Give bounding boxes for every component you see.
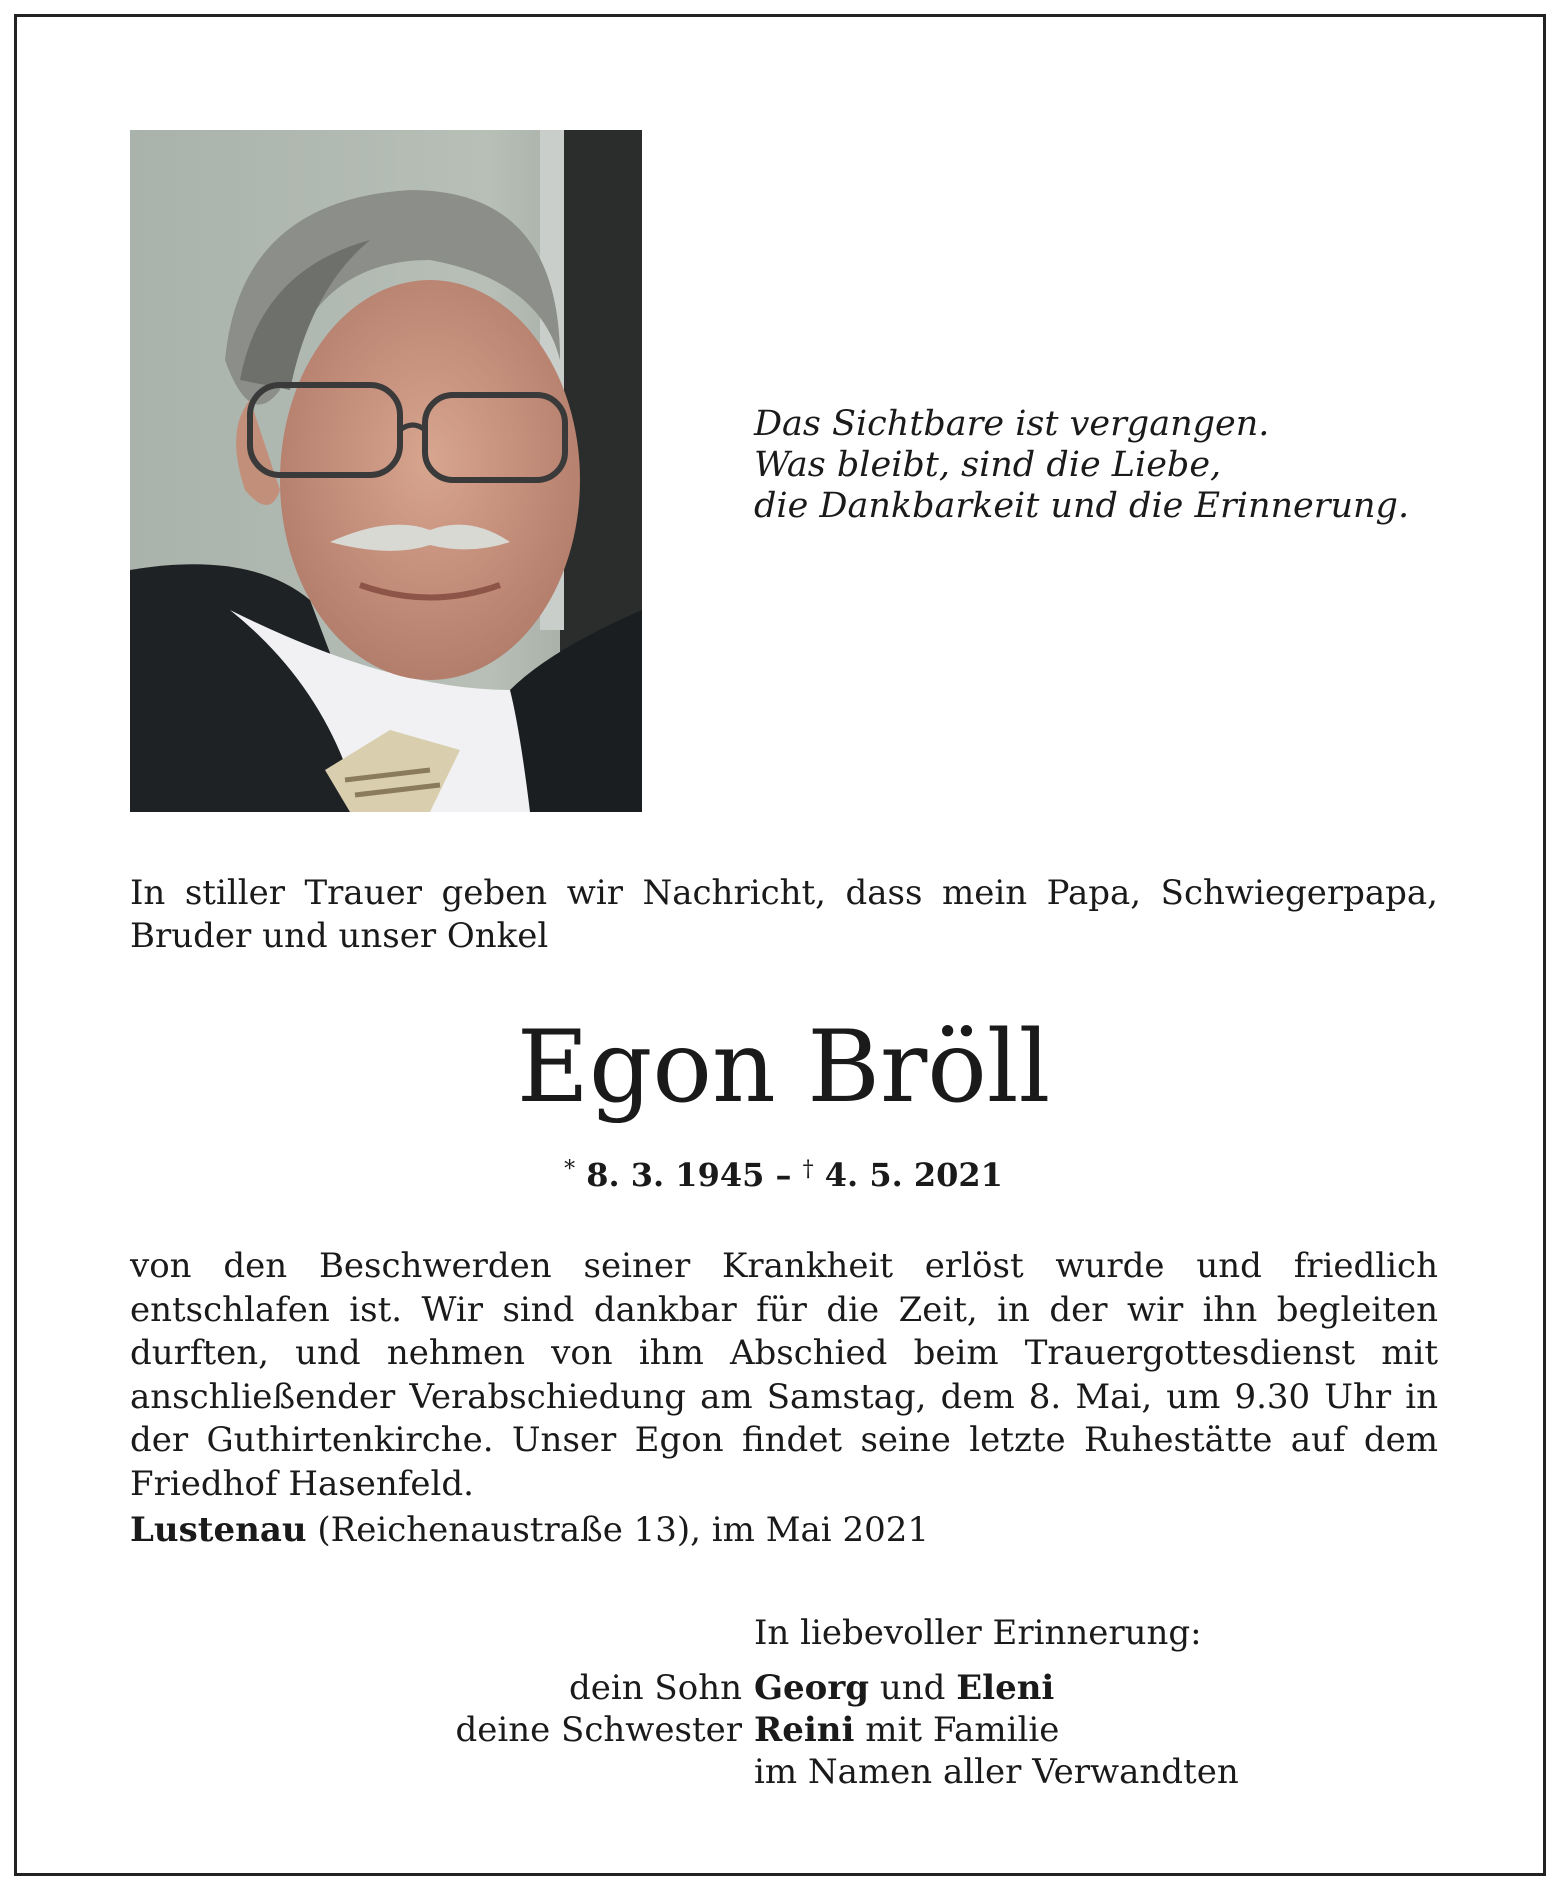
quote-line: Was bleibt, sind die Liebe, <box>754 445 1222 485</box>
birth-date: 8. 3. 1945 <box>586 1156 765 1194</box>
place-and-date <box>130 1508 1130 1552</box>
name-joiner: und <box>869 1668 957 1708</box>
mourner-name: Reini <box>754 1710 855 1750</box>
mourner-relation: deine Schwester <box>455 1710 742 1750</box>
quote-line: die Dankbarkeit und die Erinnerung. <box>754 486 1410 526</box>
mourner-name: Georg <box>754 1668 870 1708</box>
date-separator: – <box>775 1156 792 1194</box>
quote-line: Das Sichtbare ist vergangen. <box>754 404 1270 444</box>
announcement-body: von den Beschwerden seiner Krankheit erlöst wurde und friedlich entschlafen ist. Wir sind dankbar für die Zeit, in der wir ihn begleiten durften, und nehmen von ihm Abschied beim Trauergottesdienst mit anschließender Verabschiedung am Samstag, dem 8. Mai, um 9.30 Uhr in der Guthirtenkirche. Unser Egon findet seine letzte Ruhestätte auf dem Friedhof Hasenfeld. <box>130 1246 1438 1504</box>
birth-symbol: * <box>564 1157 576 1182</box>
mourner-names <box>754 1708 1059 1752</box>
signature-heading: In liebevoller Erinnerung: <box>754 1613 1202 1653</box>
mourner-name: Eleni <box>956 1668 1055 1708</box>
address-date: (Reichenaustraße 13), im Mai 2021 <box>306 1510 930 1550</box>
death-symbol: † <box>802 1157 814 1182</box>
life-dates <box>0 1148 1567 1197</box>
deceased-name: Egon Bröll <box>516 1010 1051 1125</box>
mourner-relation: dein Sohn <box>568 1668 742 1708</box>
mourner-closing: im Namen aller Verwandten <box>754 1752 1239 1792</box>
town-name: Lustenau <box>130 1510 307 1550</box>
mourner-suffix: mit Familie <box>854 1710 1060 1750</box>
portrait-photo <box>130 130 642 812</box>
intro-text: In stiller Trauer geben wir Nachricht, dass mein Papa, Schwiegerpapa, Bruder und unser Onkel <box>130 873 1438 956</box>
mourner-names <box>754 1666 1054 1710</box>
death-date: 4. 5. 2021 <box>824 1156 1003 1194</box>
memorial-quote <box>754 404 1454 527</box>
